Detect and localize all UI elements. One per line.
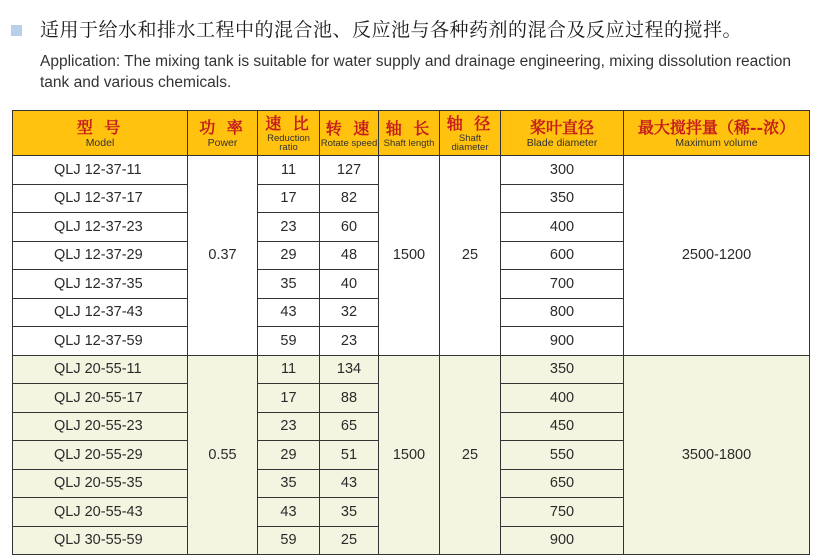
model-cell: QLJ 20-55-29 — [13, 441, 188, 470]
speed-cell: 32 — [320, 298, 379, 327]
power-cell: 0.37 — [188, 156, 258, 356]
model-cell: QLJ 12-37-43 — [13, 298, 188, 327]
speed-cell: 134 — [320, 355, 379, 384]
application-description: Application: The mixing tank is suitable for water supply and drainage engineering, mixing dissolution reaction tank and various chemicals. — [40, 53, 792, 91]
blade-cell: 350 — [501, 355, 624, 384]
table-row — [13, 156, 810, 185]
header-max-volume: 最大搅拌量（稀--浓） Maximum volume — [624, 111, 810, 156]
speed-cell: 35 — [320, 498, 379, 527]
ratio-cell: 23 — [258, 412, 320, 441]
model-cell: QLJ 20-55-35 — [13, 469, 188, 498]
ratio-cell: 43 — [258, 498, 320, 527]
title-chinese: 适用于给水和排水工程中的混合池、反应池与各种药剂的混合及反应过程的搅拌。 — [40, 19, 743, 41]
speed-cell: 40 — [320, 270, 379, 299]
ratio-cell: 11 — [258, 355, 320, 384]
speed-cell: 82 — [320, 184, 379, 213]
blade-cell: 800 — [501, 298, 624, 327]
speed-cell: 88 — [320, 384, 379, 413]
speed-cell: 25 — [320, 526, 379, 555]
speed-cell: 127 — [320, 156, 379, 185]
blade-cell: 400 — [501, 384, 624, 413]
speed-cell: 51 — [320, 441, 379, 470]
speed-cell: 60 — [320, 213, 379, 242]
blade-cell: 900 — [501, 327, 624, 356]
max-volume-cell: 2500-1200 — [624, 156, 810, 356]
model-cell: QLJ 20-55-11 — [13, 355, 188, 384]
shaft-diameter-cell: 25 — [440, 355, 501, 555]
header-power: 功 率 Power — [188, 111, 258, 156]
shaft-length-cell: 1500 — [379, 355, 440, 555]
blade-cell: 550 — [501, 441, 624, 470]
shaft-length-cell: 1500 — [379, 156, 440, 356]
ratio-cell: 59 — [258, 526, 320, 555]
speed-cell: 23 — [320, 327, 379, 356]
spec-table — [12, 110, 810, 555]
ratio-cell: 43 — [258, 298, 320, 327]
ratio-cell: 17 — [258, 384, 320, 413]
model-cell: QLJ 12-37-11 — [13, 156, 188, 185]
blade-cell: 350 — [501, 184, 624, 213]
header-shaft-diameter: 轴 径 Shaft diameter — [440, 111, 501, 156]
speed-cell: 43 — [320, 469, 379, 498]
blade-cell: 750 — [501, 498, 624, 527]
table-header-row — [13, 111, 810, 156]
bullet-square-icon — [11, 25, 22, 36]
header-model: 型 号 Model — [13, 111, 188, 156]
power-cell: 0.55 — [188, 355, 258, 555]
ratio-cell: 59 — [258, 327, 320, 356]
model-cell: QLJ 12-37-59 — [13, 327, 188, 356]
header-reduction-ratio: 速 比 Reduction ratio — [258, 111, 320, 156]
model-cell: QLJ 20-55-17 — [13, 384, 188, 413]
header-rotate-speed: 转 速 Rotate speed — [320, 111, 379, 156]
header-shaft-length: 轴 长 Shaft length — [379, 111, 440, 156]
blade-cell: 900 — [501, 526, 624, 555]
blade-cell: 450 — [501, 412, 624, 441]
model-cell: QLJ 12-37-17 — [13, 184, 188, 213]
ratio-cell: 35 — [258, 270, 320, 299]
ratio-cell: 35 — [258, 469, 320, 498]
ratio-cell: 29 — [258, 441, 320, 470]
blade-cell: 700 — [501, 270, 624, 299]
table-row — [13, 355, 810, 384]
max-volume-cell: 3500-1800 — [624, 355, 810, 555]
model-cell: QLJ 12-37-35 — [13, 270, 188, 299]
ratio-cell: 17 — [258, 184, 320, 213]
ratio-cell: 11 — [258, 156, 320, 185]
model-cell: QLJ 30-55-59 — [13, 526, 188, 555]
blade-cell: 300 — [501, 156, 624, 185]
ratio-cell: 29 — [258, 241, 320, 270]
blade-cell: 400 — [501, 213, 624, 242]
model-cell: QLJ 12-37-29 — [13, 241, 188, 270]
model-cell: QLJ 12-37-23 — [13, 213, 188, 242]
speed-cell: 48 — [320, 241, 379, 270]
model-cell: QLJ 20-55-23 — [13, 412, 188, 441]
header-blade-diameter: 桨叶直径 Blade diameter — [501, 111, 624, 156]
blade-cell: 650 — [501, 469, 624, 498]
blade-cell: 600 — [501, 241, 624, 270]
shaft-diameter-cell: 25 — [440, 156, 501, 356]
ratio-cell: 23 — [258, 213, 320, 242]
model-cell: QLJ 20-55-43 — [13, 498, 188, 527]
speed-cell: 65 — [320, 412, 379, 441]
